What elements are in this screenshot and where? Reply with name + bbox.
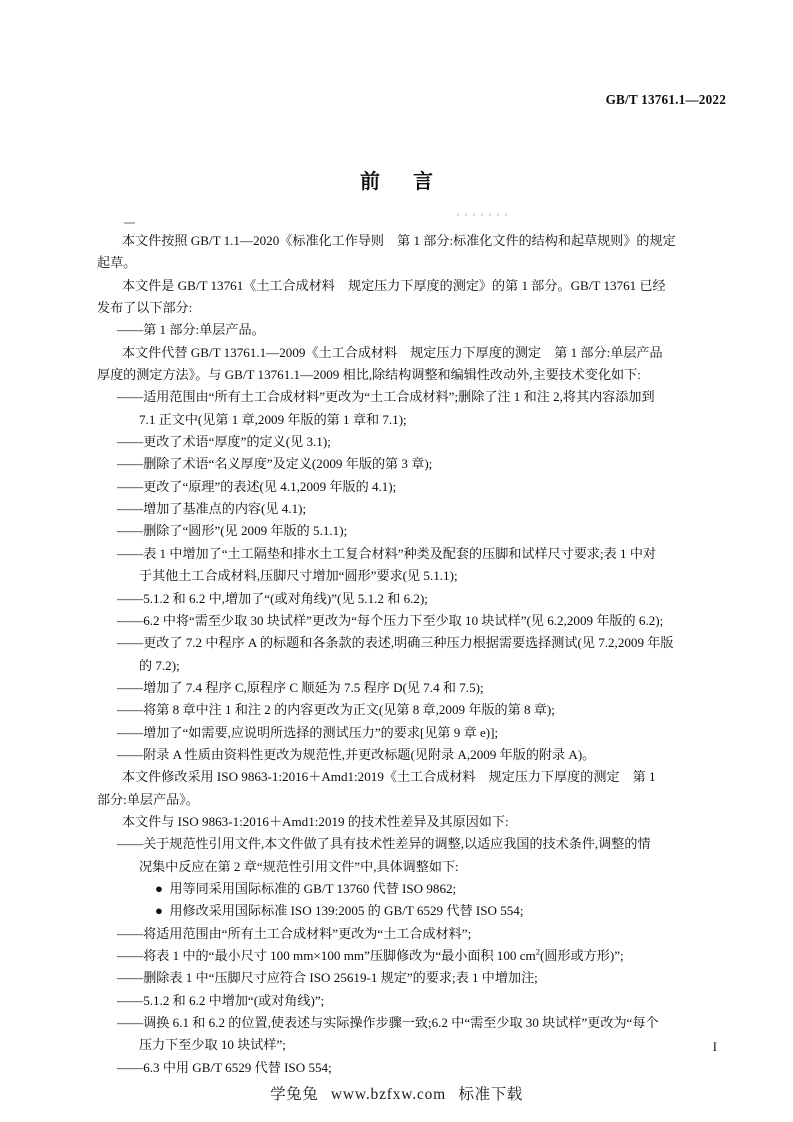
- body-line: 起草。: [97, 255, 137, 271]
- body-line: ——更改了 7.2 中程序 A 的标题和各条款的表述,明确三种压力根据需要选择测试(见 7.2,2009 年版: [117, 635, 674, 651]
- body-line: 况集中反应在第 2 章“规范性引用文件”中,具体调整如下:: [139, 858, 459, 874]
- body-line: ● 用等同采用国际标准的 GB/T 13760 代替 ISO 9862;: [155, 880, 457, 896]
- page-number: I: [712, 1040, 717, 1054]
- body-line: ——5.1.2 和 6.2 中增加“(或对角线)”;: [117, 992, 325, 1008]
- body-line: ——增加了 7.4 程序 C,原程序 C 顺延为 7.5 程序 D(见 7.4 和 7.5);: [117, 679, 484, 695]
- body-line: 本文件按照 GB/T 1.1—2020《标准化工作导则 第 1 部分:标准化文件的结构和起草规则》的规定: [122, 233, 676, 248]
- body-line: 压力下至少取 10 块试样”;: [139, 1037, 286, 1053]
- body-line: ——增加了基准点的内容(见 4.1);: [117, 501, 307, 517]
- body-line: 7.1 正文中(见第 1 章,2009 年版的第 1 章和 7.1);: [139, 411, 407, 427]
- body-line: ——表 1 中增加了“土工隔垫和排水土工复合材料”种类及配套的压脚和试样尺寸要求;表 1 中对: [117, 545, 657, 561]
- body-line: 的 7.2);: [139, 657, 180, 673]
- body-line: 厚度的测定方法》。与 GB/T 13761.1—2009 相比,除结构调整和编辑性改动外,主要技术变化如下:: [97, 367, 641, 383]
- foreword-body: [97, 230, 719, 1079]
- body-line: 于其他土工合成材料,压脚尺寸增加“圆形”要求(见 5.1.1);: [139, 568, 458, 584]
- body-line: ——调换 6.1 和 6.2 的位置,使表述与实际操作步骤一致;6.2 中“需至少取 30 块试样”更改为“每个: [117, 1015, 659, 1031]
- footer-watermark: [0, 1082, 793, 1104]
- body-line: ——删除了术语“名义厚度”及定义(2009 年版的第 3 章);: [117, 456, 433, 472]
- body-line: ——更改了术语“厚度”的定义(见 3.1);: [117, 434, 331, 450]
- body-line: ——将第 8 章中注 1 和注 2 的内容更改为正文(见第 8 章,2009 年版的第 8 章);: [117, 702, 555, 718]
- body-line: ——关于规范性引用文件,本文件做了具有技术性差异的调整,以适应我国的技术条件,调整的情: [117, 836, 651, 852]
- watermark-tagline: 标准下载: [458, 1086, 523, 1103]
- body-line: ——删除表 1 中“压脚尺寸应符合 ISO 25619-1 规定”的要求;表 1 中增加注;: [117, 970, 538, 986]
- scan-artifact-upper: [457, 213, 509, 216]
- body-line: ——将表 1 中的“最小尺寸 100 mm×100 mm”压脚修改为“最小面积 100 $cm^2$(圆形或方形)”;: [117, 946, 624, 963]
- body-line: ——更改了“原理”的表述(见 4.1,2009 年版的 4.1);: [117, 478, 397, 494]
- body-line: 本文件是 GB/T 13761《土工合成材料 规定压力下厚度的测定》的第 1 部分。GB/T 13761 已经: [122, 277, 666, 293]
- body-line: ——5.1.2 和 6.2 中,增加了“(或对角线)”(见 5.1.2 和 6.2);: [117, 590, 428, 606]
- body-line: 本文件代替 GB/T 13761.1—2009《土工合成材料 规定压力下厚度的测定 第 1 部分:单层产品: [122, 344, 663, 360]
- watermark-url: www.bzfxw.com: [330, 1086, 447, 1103]
- body-line: 本文件与 ISO 9863-1:2016＋Amd1:2019 的技术性差异及其原因如下:: [122, 813, 509, 829]
- body-line: ● 用修改采用国际标准 ISO 139:2005 的 GB/T 6529 代替 ISO 554;: [155, 903, 524, 919]
- body-line: 发布了以下部分:: [97, 300, 193, 316]
- body-line: ——第 1 部分:单层产品。: [117, 322, 265, 338]
- page-title: 前 言: [360, 171, 447, 193]
- body-line: ——增加了“如需要,应说明所选择的测试压力”的要求[见第 9 章 e)];: [117, 724, 499, 740]
- standard-number-header: GB/T 13761.1—2022: [605, 92, 726, 107]
- watermark-site-name: 学兔兔: [270, 1086, 319, 1103]
- body-line: 部分:单层产品》。: [97, 791, 199, 807]
- body-line: ——附录 A 性质由资料性更改为规范性,并更改标题(见附录 A,2009 年版的附录 A)。: [117, 746, 596, 762]
- body-line: ——6.2 中将“需至少取 30 块试样”更改为“每个压力下至少取 10 块试样”(见 6.2,2009 年版的 6.2);: [117, 612, 664, 628]
- body-line: ——6.3 中用 GB/T 6529 代替 ISO 554;: [117, 1059, 332, 1075]
- scan-artifact-left: [124, 222, 135, 224]
- body-line: ——删除了“圆形”(见 2009 年版的 5.1.1);: [117, 523, 348, 539]
- body-line: ——适用范围由“所有土工合成材料”更改为“土工合成材料”;删除了注 1 和注 2,将其内容添加到: [117, 389, 655, 405]
- body-line: 本文件修改采用 ISO 9863-1:2016＋Amd1:2019《土工合成材料 规定压力下厚度的测定 第 1: [122, 769, 656, 785]
- body-line: ——将适用范围由“所有土工合成材料”更改为“土工合成材料”;: [117, 925, 472, 941]
